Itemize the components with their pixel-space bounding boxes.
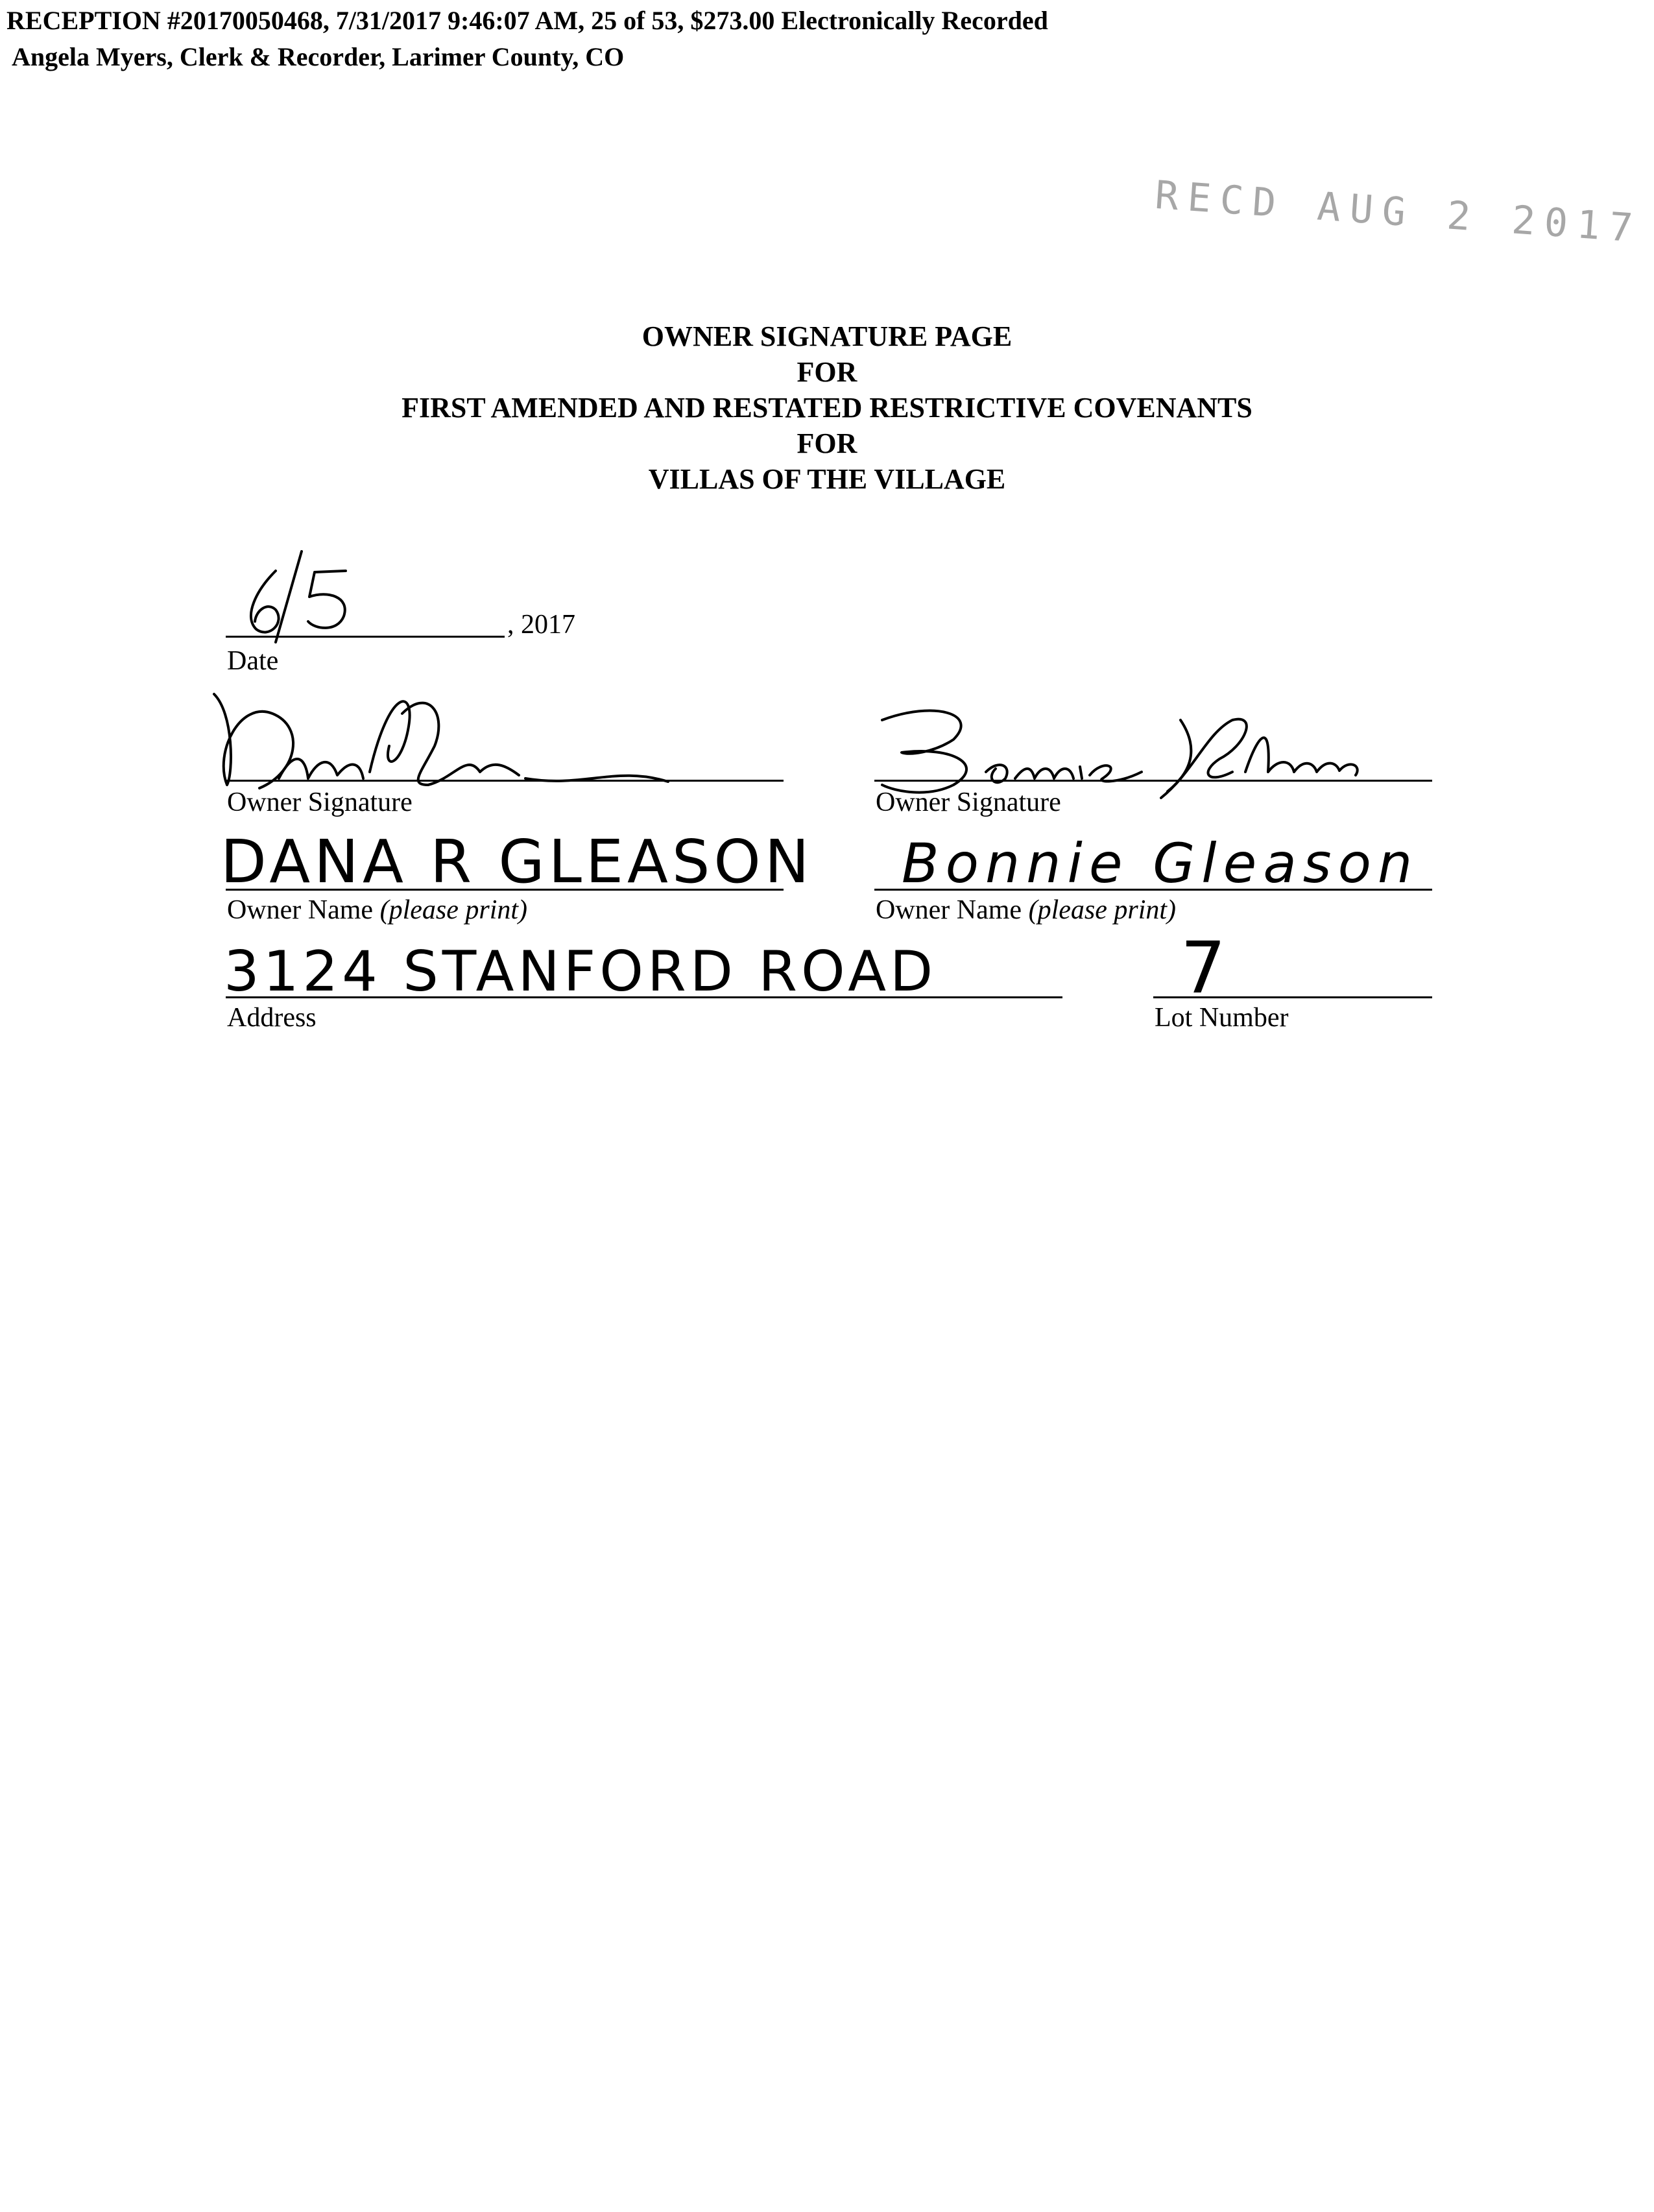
- date-line: [226, 636, 505, 638]
- owner-name-left-line: [226, 889, 784, 891]
- owner-name-left-text: DANA R GLEASON: [221, 827, 813, 896]
- address-label: Address: [227, 1003, 317, 1033]
- owner-name-left-label-note: (please print): [379, 895, 528, 925]
- owner-signature-right-label: Owner Signature: [876, 787, 1061, 817]
- recording-header-line-2: Angela Myers, Clerk & Recorder, Larimer County, CO: [12, 42, 625, 71]
- owner-name-right-text: Bonnie Gleason: [902, 832, 1419, 895]
- owner-name-right-label-note: (please print): [1028, 895, 1177, 925]
- address-text: 3124 STANFORD ROAD: [224, 939, 937, 1004]
- address-handwritten: [221, 929, 937, 1004]
- date-label: Date: [227, 646, 279, 676]
- owner-name-left-label-text: Owner Name: [227, 895, 374, 925]
- recording-header-line-1: RECEPTION #20170050468, 7/31/2017 9:46:07 AM, 25 of 53, $273.00 Electronically Recorded: [6, 6, 1048, 35]
- owner-signature-right-line: [874, 780, 1432, 782]
- date-year: , 2017: [507, 610, 575, 640]
- document-title-line-3: FIRST AMENDED AND RESTATED RESTRICTIVE COVENANTS: [402, 392, 1252, 424]
- handwritten-date: [230, 545, 360, 649]
- document-title-line-2: FOR: [797, 356, 857, 388]
- owner-signature-left-label: Owner Signature: [227, 787, 413, 817]
- document-title-line-4: FOR: [797, 427, 857, 459]
- document-title-line-1: OWNER SIGNATURE PAGE: [641, 320, 1013, 352]
- owner-name-right-label: [876, 896, 1176, 924]
- owner-name-right-label-text: Owner Name: [876, 895, 1022, 925]
- owner-name-left-handwritten: [214, 821, 813, 896]
- owner-name-left-label: [227, 896, 527, 924]
- lot-number-handwritten: [1155, 926, 1284, 1009]
- lot-number-text: 7: [1181, 926, 1226, 1009]
- owner-signature-left-line: [226, 780, 784, 782]
- address-line: [226, 996, 1062, 998]
- lot-number-label: Lot Number: [1155, 1003, 1289, 1033]
- owner-name-right-handwritten: [895, 824, 1419, 895]
- document-title-line-5: VILLAS OF THE VILLAGE: [648, 463, 1006, 495]
- lot-number-line: [1153, 996, 1432, 998]
- owner-name-right-line: [874, 889, 1432, 891]
- received-stamp: RECD AUG 2 2017: [1153, 172, 1644, 252]
